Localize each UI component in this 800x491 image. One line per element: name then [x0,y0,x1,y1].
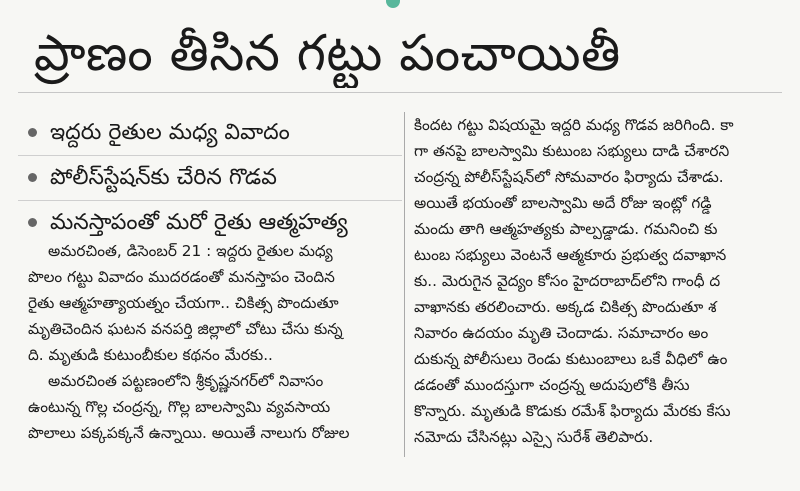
article-column-right [414,112,788,452]
bullet-item [18,156,402,201]
article-line: మందు తాగి ఆత్మహత్యకు పాల్పడ్డాడు. గమనించి కు [414,220,718,238]
article-line: పొలం గట్టు వివాదం ముదరడంతో మనస్తాపం చెందిన [28,268,335,286]
article-line: మృతిచెందిన ఘటన వనపర్తి జిల్లాలో చోటు చేసు కున్న [28,320,343,338]
article-line: కు.. మెరుగైన వైద్యం కోసం హైదరాబాద్‌లోని గాంధీ ద [414,272,721,290]
article-line: పొలాలు పక్కపక్కనే ఉన్నాయి. అయితే నాలుగు రోజుల [28,424,350,442]
headline: ప్రాణం తీసిన గట్టు పంచాయితీ [34,24,621,82]
bullet-text: మనస్తాపంతో మరో రైతు ఆత్మహత్య [50,210,348,235]
article-line: గా తనపై బాలస్వామి కుటుంబ సభ్యులు దాడి చేశారని [414,142,730,160]
bullet-dot-icon [28,218,37,227]
bullet-dot-icon [28,128,37,137]
article-line: అమరచింత, డిసెంబర్ 21 : ఇద్దరు రైతుల మధ్య [48,242,333,260]
article-line: చంద్రన్న పోలీస్‌స్టేషన్‌లో సోమవారం ఫిర్యాదు చేశాడు. [414,168,724,186]
article-line: కొన్నారు. మృతుడి కొడుకు రమేశ్ ఫిర్యాదు మేరకు కేసు [414,402,731,420]
headline-divider [18,92,782,93]
article-column-left [28,238,398,448]
article-line: టుంబ సభ్యులు వెంటనే ఆత్మకూరు ప్రభుత్వ దవాఖాన [414,246,727,264]
bullet-dot-icon [28,173,37,182]
article-line: కిందట గట్టు విషయమై ఇద్దరి మధ్య గొడవ జరిగింది. కా [414,116,734,134]
article-line: ఉంటున్న గొల్ల చంద్రన్న, గొల్ల బాలస్వామి వ్యవసాయ [28,398,331,416]
article-line: డడంతో ముందస్తుగా చంద్రన్న అదుపులోకి తీసు [414,376,690,394]
bullet-text: పోలీస్‌స్టేషన్‌కు చేరిన గొడవ [50,165,277,190]
article-line: రైతు ఆత్మహత్యాయత్నం చేయగా.. చికిత్స పొందుతూ [28,294,339,312]
article-line: వాఖానకు తరలించారు. అక్కడ చికిత్స పొందుతూ శ [414,298,717,316]
article-line: నమోదు చేసినట్లు ఎస్సై సురేశ్ తెలిపారు. [414,428,654,446]
bullet-text: ఇద్దరు రైతుల మధ్య వివాదం [50,120,290,145]
article-line: నివారం ఉదయం మృతి చెందాడు. సమాచారం అం [414,324,709,342]
article-line: దుకున్న పోలీసులు రెండు కుటుంబాలు ఒకే వీధిలో ఉం [414,350,728,368]
article-line: అమరచింత పట్టణంలోని శ్రీకృష్ణనగర్‌లో నివాసం [48,372,324,390]
article-line: ది. మృతుడి కుటుంబీకుల కథనం మేరకు.. [28,346,273,364]
column-divider [404,112,405,457]
article-line: అయితే భయంతో బాలస్వామి అదే రోజు ఇంట్లో గడ్డి [414,194,712,212]
brand-mark-icon [386,0,400,8]
highlight-bullets [18,111,402,245]
bullet-item [18,111,402,156]
